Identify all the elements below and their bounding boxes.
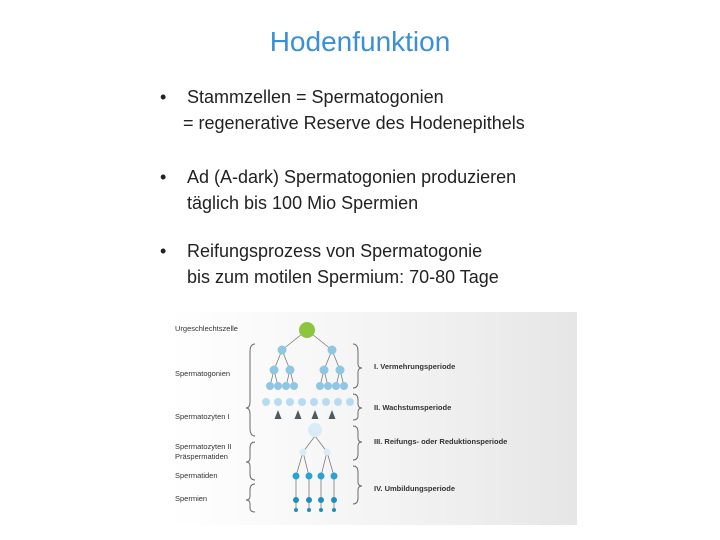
spermatogonium [340, 382, 348, 390]
spermatocyte [274, 398, 282, 406]
spermatogonium [270, 366, 279, 375]
period-4: IV. Umbildungsperiode [374, 484, 455, 493]
spermatogonium [266, 382, 274, 390]
label-germ-cell: Urgeschlechtszelle [175, 324, 238, 333]
period-1: I. Vermehrungsperiode [374, 362, 456, 371]
spermatid [331, 473, 338, 480]
sperm-head [306, 497, 312, 503]
period-3: III. Reifungs- oder Reduktionsperiode [374, 437, 508, 446]
sperm-tail-end [319, 508, 323, 512]
cell-group [262, 322, 354, 512]
arrow-triangle [329, 410, 336, 419]
sperm-head [293, 497, 299, 503]
spermatid [318, 473, 325, 480]
label-prespermatids: Präspermatiden [175, 452, 228, 461]
lineage-lines [270, 330, 344, 510]
bracket-left-upper [246, 344, 255, 436]
bracket-right-2 [353, 394, 362, 420]
bullet-marker: • [160, 167, 167, 187]
label-spermatogonia: Spermatogonien [175, 369, 231, 378]
spermatocyte [346, 398, 354, 406]
spermatogenesis-diagram [170, 312, 577, 525]
spermatogenesis-svg [170, 312, 577, 525]
label-spermatocytes-1: Spermatozyten I [175, 412, 230, 421]
bracket-right-3 [353, 426, 362, 460]
period-2: II. Wachstumsperiode [374, 403, 452, 412]
spermatogonium [282, 382, 290, 390]
spermatid [293, 473, 300, 480]
sperm-head [318, 497, 324, 503]
label-sperm: Spermien [175, 494, 208, 503]
slide-title: Hodenfunktion [269, 26, 451, 57]
left-brackets [246, 344, 255, 512]
bracket-right-1 [353, 344, 362, 388]
bullet-text-line1: Ad (A-dark) Spermatogonien produzieren [187, 167, 517, 187]
bullet-text-line1: Stammzellen = Spermatogonien [187, 87, 444, 107]
sperm-tail-end [307, 508, 311, 512]
spermatid [306, 473, 313, 480]
arrow-triangle [295, 410, 302, 419]
spermatocyte [286, 398, 294, 406]
arrow-triangle [312, 410, 319, 419]
spermatocyte [262, 398, 270, 406]
germ-cell [299, 322, 315, 338]
bullet-text-line2: bis zum motilen Spermium: 70-80 Tage [187, 267, 499, 287]
spermatocyte [298, 398, 306, 406]
bullet-marker: • [160, 241, 167, 261]
spermatogonium [336, 366, 345, 375]
spermatogonium [290, 382, 298, 390]
spermatocyte-2 [300, 449, 307, 456]
spermatogonium [320, 366, 329, 375]
spermatogonium [274, 382, 282, 390]
sperm-head [331, 497, 337, 503]
sperm-tail-end [294, 508, 298, 512]
bracket-left-middle [246, 442, 255, 480]
sperm-tail-end [332, 508, 336, 512]
bracket-left-lower [246, 484, 255, 512]
spermatogonium [278, 346, 287, 355]
bracket-right-4 [353, 466, 362, 504]
right-brackets [353, 344, 362, 504]
spermatogonium [316, 382, 324, 390]
spermatocyte-2 [324, 449, 331, 456]
bullet-text-line2: täglich bis 100 Mio Spermien [187, 193, 419, 213]
arrow-triangle [275, 410, 282, 419]
spermatocyte [322, 398, 330, 406]
label-spermatocytes-2: Spermatozyten II [175, 442, 232, 451]
spermatogonium [324, 382, 332, 390]
label-spermatids: Spermatiden [175, 471, 218, 480]
bullet-text-line1: Reifungsprozess von Spermatogonie [187, 241, 483, 261]
bullet-marker: • [160, 87, 167, 107]
spermatogonium [332, 382, 340, 390]
spermatocyte [310, 398, 318, 406]
spermatocyte [334, 398, 342, 406]
spermatogonium [328, 346, 337, 355]
spermatocyte-1 [308, 423, 322, 437]
spermatogonium [286, 366, 295, 375]
bullet-text-line2: = regenerative Reserve des Hodenepithels [183, 113, 525, 133]
